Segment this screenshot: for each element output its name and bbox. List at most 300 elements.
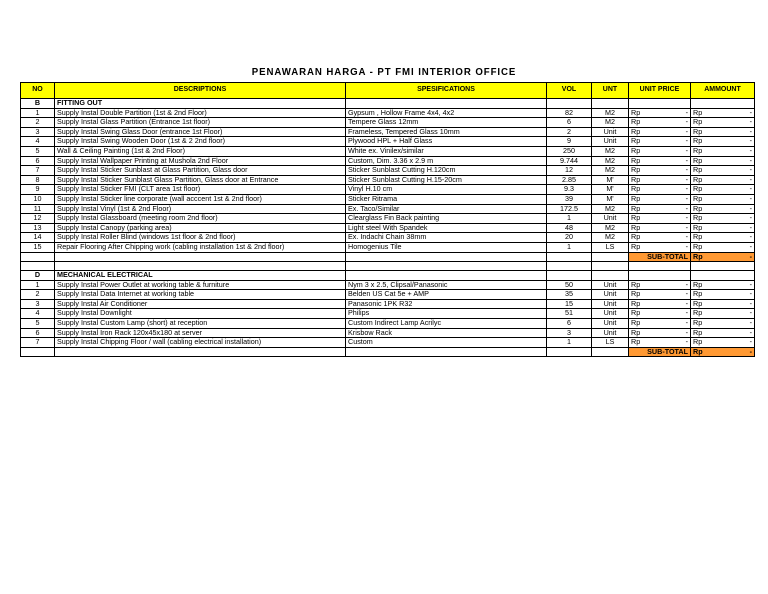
empty-cell [629, 271, 691, 281]
table-row [21, 299, 755, 309]
row-description: Supply Instal Sticker Sunblast Glass Partition, Glass door at Entrance [55, 175, 346, 185]
row-volume: 6 [547, 118, 592, 128]
row-amount [691, 146, 755, 156]
row-unit-price [629, 223, 691, 233]
row-volume: 35 [547, 290, 592, 300]
row-unit: Unit [592, 328, 629, 338]
row-volume: 20 [547, 233, 592, 243]
row-unit-price [629, 185, 691, 195]
row-unit-price [629, 127, 691, 137]
currency-label: Rp [631, 156, 641, 165]
amount-dash: - [749, 184, 752, 194]
currency-label: Rp [693, 194, 703, 203]
amount-dash: - [685, 337, 688, 347]
row-volume: 50 [547, 280, 592, 290]
row-amount [691, 223, 755, 233]
row-volume: 3 [547, 328, 592, 338]
row-amount [691, 166, 755, 176]
currency-label: Rp [631, 280, 641, 289]
table-row [21, 166, 755, 176]
row-number: 2 [21, 290, 55, 300]
row-description: Supply Instal Chipping Floor / wall (cabling electrical installation) [55, 338, 346, 348]
row-specification: Custom Indirect Lamp Acrilyc [346, 319, 547, 329]
row-specification: Custom, Dim. 3.36 x 2.9 m [346, 156, 547, 166]
row-number: 7 [21, 166, 55, 176]
currency-label: Rp [693, 337, 703, 347]
row-unit: Unit [592, 127, 629, 137]
row-volume: 9.3 [547, 185, 592, 195]
amount-dash: - [685, 242, 688, 251]
row-unit: LS [592, 338, 629, 348]
currency-label: Rp [631, 175, 641, 184]
empty-cell [547, 271, 592, 281]
currency-label: Rp [693, 252, 703, 261]
section-name: FITTING OUT [55, 99, 346, 109]
amount-dash: - [685, 127, 688, 136]
amount-dash: - [749, 289, 752, 299]
row-description: Supply Instal Double Partition (1st & 2nd Floor) [55, 108, 346, 118]
row-description: Supply Instal Swing Glass Door (entrance 1st Floor) [55, 127, 346, 137]
row-volume: 6 [547, 319, 592, 329]
amount-dash: - [685, 146, 688, 155]
row-unit-price [629, 137, 691, 147]
amount-dash: - [685, 328, 688, 337]
amount-dash: - [749, 299, 752, 308]
section-name: MECHANICAL ELECTRICAL [55, 271, 346, 281]
row-specification: White ex. Vinilex/similar [346, 146, 547, 156]
currency-label: Rp [631, 337, 641, 347]
amount-dash: - [685, 308, 688, 318]
row-specification: Plywood HPL + Half Glass [346, 137, 547, 147]
row-unit: LS [592, 242, 629, 252]
currency-label: Rp [693, 232, 703, 242]
currency-label: Rp [693, 184, 703, 194]
row-amount [691, 204, 755, 214]
section-code: B [21, 99, 55, 109]
row-unit-price [629, 204, 691, 214]
currency-label: Rp [631, 108, 641, 117]
row-description: Supply Instal Sticker FMI (CLT area 1st floor) [55, 185, 346, 195]
amount-dash: - [749, 242, 752, 251]
empty-cell [547, 347, 592, 357]
row-amount [691, 118, 755, 128]
table-row [21, 118, 755, 128]
currency-label: Rp [693, 108, 703, 117]
row-unit: Unit [592, 319, 629, 329]
row-unit-price [629, 118, 691, 128]
row-specification: Sticker Ritrama [346, 194, 547, 204]
table-row [21, 146, 755, 156]
row-unit-price [629, 108, 691, 118]
table-row [21, 185, 755, 195]
row-description: Supply Instal Data Internet at working table [55, 290, 346, 300]
empty-cell [547, 99, 592, 109]
empty-cell [592, 347, 629, 357]
row-volume: 1 [547, 242, 592, 252]
row-amount [691, 290, 755, 300]
empty-cell [547, 252, 592, 262]
row-amount [691, 242, 755, 252]
row-specification: Sticker Sunblast Cutting H.120cm [346, 166, 547, 176]
currency-label: Rp [631, 136, 641, 146]
row-specification: Nym 3 x 2.5, Clipsal/Panasonic [346, 280, 547, 290]
currency-label: Rp [631, 223, 641, 232]
row-unit-price [629, 166, 691, 176]
row-volume: 39 [547, 194, 592, 204]
row-amount [691, 233, 755, 243]
currency-label: Rp [631, 213, 641, 223]
amount-dash: - [685, 299, 688, 308]
row-specification: Ex. Taco/Similar [346, 204, 547, 214]
row-unit-price [629, 156, 691, 166]
row-description: Supply Instal Power Outlet at working table & furniture [55, 280, 346, 290]
row-number: 14 [21, 233, 55, 243]
subtotal-amount [691, 347, 755, 357]
amount-dash: - [685, 194, 688, 203]
row-specification: Philips [346, 309, 547, 319]
empty-cell [691, 271, 755, 281]
amount-dash: - [749, 108, 752, 117]
row-number: 3 [21, 127, 55, 137]
row-amount [691, 175, 755, 185]
currency-label: Rp [693, 289, 703, 299]
section-code: D [21, 271, 55, 281]
empty-cell [21, 347, 55, 357]
amount-dash: - [749, 347, 752, 356]
amount-dash: - [685, 156, 688, 165]
amount-dash: - [685, 136, 688, 146]
row-unit-price [629, 290, 691, 300]
row-number: 1 [21, 108, 55, 118]
empty-cell [55, 252, 346, 262]
row-unit-price [629, 146, 691, 156]
row-number: 3 [21, 299, 55, 309]
currency-label: Rp [693, 146, 703, 155]
row-number: 4 [21, 309, 55, 319]
row-specification: Panasonic 1PK R32 [346, 299, 547, 309]
section-header-row [21, 99, 755, 109]
table-row [21, 309, 755, 319]
table-row [21, 328, 755, 338]
row-unit: M2 [592, 233, 629, 243]
row-specification: Light steel With Spandek [346, 223, 547, 233]
section-header-row [21, 271, 755, 281]
amount-dash: - [749, 175, 752, 184]
currency-label: Rp [693, 136, 703, 146]
currency-label: Rp [693, 347, 703, 356]
table-row [21, 127, 755, 137]
table-row [21, 108, 755, 118]
currency-label: Rp [631, 194, 641, 203]
row-unit: M2 [592, 204, 629, 214]
row-unit-price [629, 299, 691, 309]
empty-cell [629, 262, 691, 271]
row-number: 6 [21, 156, 55, 166]
row-amount [691, 309, 755, 319]
amount-dash: - [749, 213, 752, 223]
currency-label: Rp [631, 127, 641, 136]
row-unit-price [629, 194, 691, 204]
col-header-specifications: SPESIFICATIONS [346, 83, 547, 99]
row-number: 5 [21, 319, 55, 329]
row-unit: M2 [592, 223, 629, 233]
amount-dash: - [749, 318, 752, 328]
row-amount [691, 338, 755, 348]
row-description: Supply Instal Sticker Sunblast at Glass Partition, Glass door [55, 166, 346, 176]
col-header-unit: UNT [592, 83, 629, 99]
row-volume: 250 [547, 146, 592, 156]
currency-label: Rp [693, 280, 703, 289]
empty-cell [346, 99, 547, 109]
row-specification: Sticker Sunblast Cutting H.15-20cm [346, 175, 547, 185]
amount-dash: - [685, 184, 688, 194]
currency-label: Rp [693, 223, 703, 232]
row-number: 2 [21, 118, 55, 128]
row-description: Supply Instal Canopy (parking area) [55, 223, 346, 233]
spacer-row [21, 262, 755, 271]
table-row [21, 137, 755, 147]
row-description: Supply Instal Roller Blind (windows 1st floor & 2nd floor) [55, 233, 346, 243]
row-unit: M2 [592, 166, 629, 176]
row-volume: 1 [547, 214, 592, 224]
empty-cell [346, 271, 547, 281]
row-amount [691, 280, 755, 290]
table-row [21, 214, 755, 224]
subtotal-label: SUB-TOTAL [629, 347, 691, 357]
currency-label: Rp [693, 117, 703, 127]
row-number: 10 [21, 194, 55, 204]
row-unit: M' [592, 185, 629, 195]
currency-label: Rp [693, 165, 703, 175]
row-volume: 9.744 [547, 156, 592, 166]
empty-cell [592, 271, 629, 281]
row-description: Repair Flooring After Chipping work (cabling installation 1st & 2nd floor) [55, 242, 346, 252]
row-description: Supply Instal Air Conditioner [55, 299, 346, 309]
row-amount [691, 137, 755, 147]
row-unit-price [629, 280, 691, 290]
row-volume: 2.85 [547, 175, 592, 185]
currency-label: Rp [693, 318, 703, 328]
row-unit-price [629, 175, 691, 185]
row-description: Supply Instal Downlight [55, 309, 346, 319]
currency-label: Rp [693, 213, 703, 223]
currency-label: Rp [631, 328, 641, 337]
row-description: Wall & Ceiling Painting (1st & 2nd Floor) [55, 146, 346, 156]
currency-label: Rp [693, 242, 703, 251]
amount-dash: - [749, 156, 752, 165]
row-number: 6 [21, 328, 55, 338]
row-volume: 9 [547, 137, 592, 147]
table-row [21, 204, 755, 214]
currency-label: Rp [631, 117, 641, 127]
empty-cell [21, 252, 55, 262]
table-row [21, 233, 755, 243]
amount-dash: - [685, 318, 688, 328]
row-specification: Clearglass Fin Back painting [346, 214, 547, 224]
row-unit: Unit [592, 290, 629, 300]
row-number: 5 [21, 146, 55, 156]
amount-dash: - [749, 165, 752, 175]
row-unit-price [629, 328, 691, 338]
empty-cell [346, 252, 547, 262]
table-row [21, 175, 755, 185]
table-row [21, 319, 755, 329]
empty-cell [346, 262, 547, 271]
currency-label: Rp [631, 318, 641, 328]
col-header-unit-price: UNIT PRICE [629, 83, 691, 99]
header-row [21, 83, 755, 99]
amount-dash: - [749, 280, 752, 289]
amount-dash: - [749, 308, 752, 318]
table-row [21, 290, 755, 300]
row-specification: Ex. Indachi Chain 38mm [346, 233, 547, 243]
currency-label: Rp [631, 232, 641, 242]
currency-label: Rp [693, 299, 703, 308]
currency-label: Rp [693, 156, 703, 165]
row-description: Supply Instal Vinyl (1st & 2nd Floor) [55, 204, 346, 214]
row-number: 11 [21, 204, 55, 214]
col-header-vol: VOL [547, 83, 592, 99]
currency-label: Rp [631, 299, 641, 308]
row-volume: 1 [547, 338, 592, 348]
amount-dash: - [685, 108, 688, 117]
row-amount [691, 214, 755, 224]
amount-dash: - [749, 204, 752, 213]
table-row [21, 280, 755, 290]
row-unit-price [629, 242, 691, 252]
row-number: 9 [21, 185, 55, 195]
currency-label: Rp [631, 242, 641, 251]
row-unit-price [629, 319, 691, 329]
empty-cell [55, 347, 346, 357]
table-row [21, 194, 755, 204]
amount-dash: - [749, 232, 752, 242]
row-amount [691, 299, 755, 309]
row-unit: Unit [592, 280, 629, 290]
row-unit: M2 [592, 118, 629, 128]
row-number: 4 [21, 137, 55, 147]
row-unit-price [629, 214, 691, 224]
page-title: PENAWARAN HARGA - PT FMI INTERIOR OFFICE [251, 66, 517, 78]
row-unit: M' [592, 175, 629, 185]
col-header-descriptions: DESCRIPTIONS [55, 83, 346, 99]
row-number: 15 [21, 242, 55, 252]
currency-label: Rp [693, 308, 703, 318]
row-number: 7 [21, 338, 55, 348]
row-specification: Belden US Cat 5e + AMP [346, 290, 547, 300]
amount-dash: - [749, 328, 752, 337]
row-amount [691, 328, 755, 338]
row-amount [691, 156, 755, 166]
row-volume: 15 [547, 299, 592, 309]
boq-table [20, 82, 755, 357]
table-row [21, 338, 755, 348]
empty-cell [592, 262, 629, 271]
row-volume: 12 [547, 166, 592, 176]
subtotal-amount [691, 252, 755, 262]
empty-cell [547, 262, 592, 271]
row-specification: Frameless, Tempered Glass 10mm [346, 127, 547, 137]
table-row [21, 156, 755, 166]
row-unit: Unit [592, 299, 629, 309]
currency-label: Rp [631, 184, 641, 194]
row-description: Supply Instal Swing Wooden Door (1st & 2 2nd floor) [55, 137, 346, 147]
currency-label: Rp [693, 175, 703, 184]
row-unit: M2 [592, 108, 629, 118]
empty-cell [346, 347, 547, 357]
row-unit: M2 [592, 146, 629, 156]
table-row [21, 223, 755, 233]
amount-dash: - [749, 127, 752, 136]
row-unit: Unit [592, 137, 629, 147]
amount-dash: - [685, 204, 688, 213]
row-description: Supply Instal Wallpaper Printing at Mushola 2nd Floor [55, 156, 346, 166]
amount-dash: - [749, 223, 752, 232]
currency-label: Rp [693, 328, 703, 337]
amount-dash: - [685, 280, 688, 289]
currency-label: Rp [631, 204, 641, 213]
currency-label: Rp [631, 146, 641, 155]
empty-cell [592, 252, 629, 262]
row-specification: Homogenius Tile [346, 242, 547, 252]
row-description: Supply Instal Glassboard (meeting room 2nd floor) [55, 214, 346, 224]
row-volume: 82 [547, 108, 592, 118]
amount-dash: - [685, 175, 688, 184]
row-volume: 48 [547, 223, 592, 233]
row-unit-price [629, 233, 691, 243]
empty-cell [592, 99, 629, 109]
row-specification: Custom [346, 338, 547, 348]
amount-dash: - [749, 136, 752, 146]
row-unit-price [629, 338, 691, 348]
amount-dash: - [685, 165, 688, 175]
col-header-no: NO [21, 83, 55, 99]
row-number: 13 [21, 223, 55, 233]
empty-cell [691, 99, 755, 109]
row-specification: Vinyl H.10 cm [346, 185, 547, 195]
amount-dash: - [749, 117, 752, 127]
row-number: 8 [21, 175, 55, 185]
currency-label: Rp [693, 127, 703, 136]
amount-dash: - [685, 213, 688, 223]
currency-label: Rp [693, 204, 703, 213]
row-volume: 51 [547, 309, 592, 319]
amount-dash: - [749, 252, 752, 261]
row-specification: Tempere Glass 12mm [346, 118, 547, 128]
row-specification: Gypsum , Hollow Frame 4x4, 4x2 [346, 108, 547, 118]
row-amount [691, 127, 755, 137]
table-row [21, 242, 755, 252]
subtotal-label: SUB-TOTAL [629, 252, 691, 262]
row-description: Supply Instal Custom Lamp (short) at reception [55, 319, 346, 329]
row-unit-price [629, 309, 691, 319]
empty-cell [21, 262, 55, 271]
row-specification: Krisbow Rack [346, 328, 547, 338]
currency-label: Rp [631, 308, 641, 318]
currency-label: Rp [631, 289, 641, 299]
row-number: 12 [21, 214, 55, 224]
row-description: Supply Instal Sticker line corporate (wall acccent 1st & 2nd floor) [55, 194, 346, 204]
empty-cell [629, 99, 691, 109]
subtotal-row [21, 252, 755, 262]
row-description: Supply Instal Glass Partition (Entrance 1st floor) [55, 118, 346, 128]
row-number: 1 [21, 280, 55, 290]
amount-dash: - [685, 232, 688, 242]
amount-dash: - [685, 289, 688, 299]
table-body [21, 99, 755, 357]
row-unit: M' [592, 194, 629, 204]
amount-dash: - [685, 117, 688, 127]
